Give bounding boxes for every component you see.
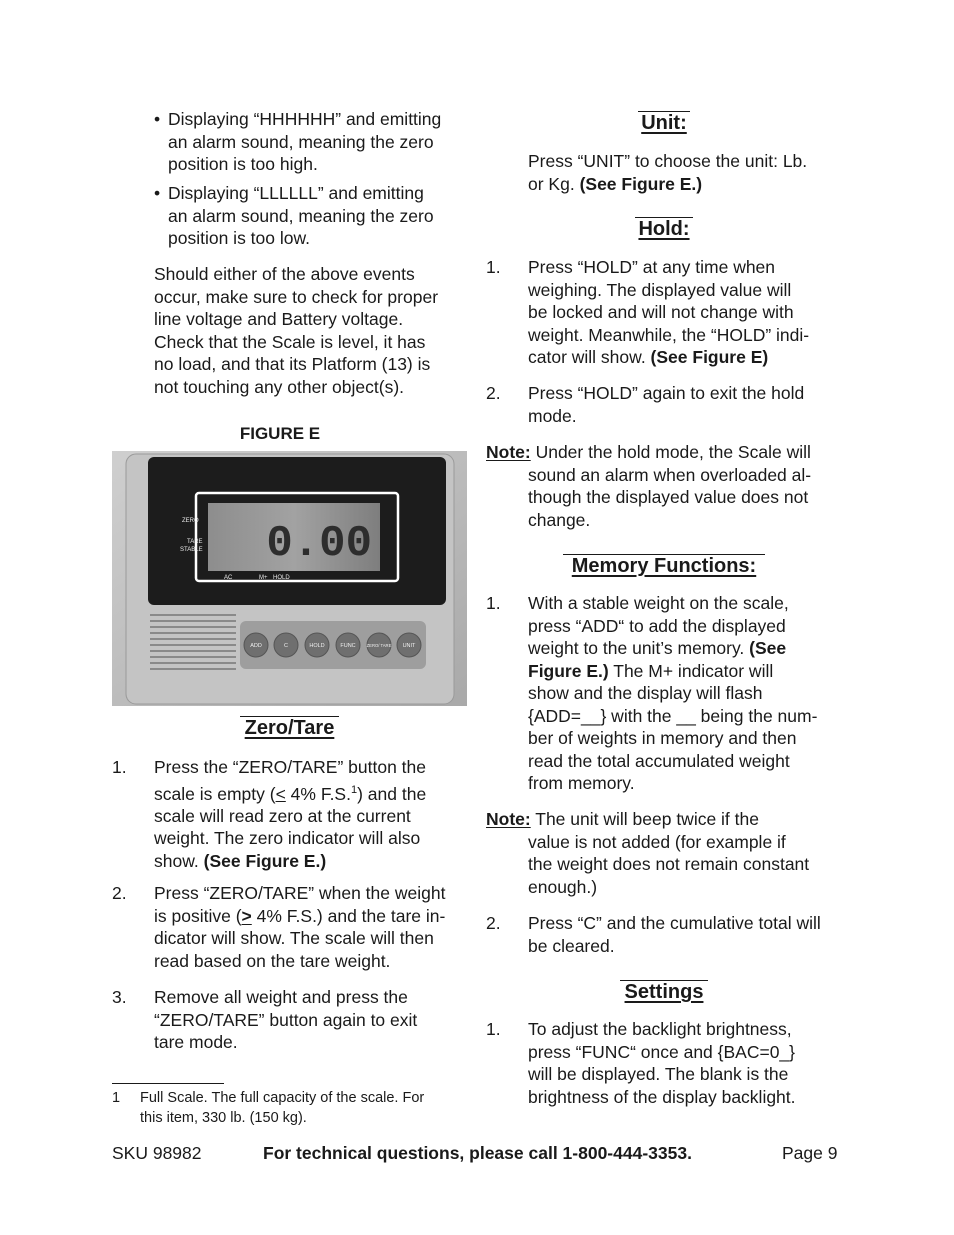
c-key-label: C bbox=[284, 643, 288, 649]
bullet-dot: • bbox=[154, 109, 161, 129]
scale-display-figure bbox=[112, 451, 467, 706]
unit-key-label: UNIT bbox=[402, 643, 416, 649]
stable-indicator-label: STABLE bbox=[180, 547, 203, 553]
tare-indicator-label: TARE bbox=[187, 539, 203, 545]
zero-indicator-label: ZERO bbox=[182, 518, 199, 524]
bullet-item: • Displaying “HHHHHH” and emitting an alarm sound, meaning the zero position is too high. bbox=[154, 109, 442, 174]
ac-indicator-label: AC bbox=[224, 575, 233, 581]
settings-heading: Settings bbox=[620, 980, 708, 1004]
zero-tare-key-label: ZERO/ TARE bbox=[366, 643, 392, 648]
footer-page-number: Page 9 bbox=[782, 1143, 838, 1163]
bullet-dot: • bbox=[154, 183, 161, 203]
mplus-indicator-label: M+ bbox=[259, 575, 268, 581]
memory-functions-heading: Memory Functions: bbox=[563, 554, 765, 578]
unit-paragraph: Press “UNIT” to choose the unit: Lb. or Kg. (See Figure E.) bbox=[528, 151, 808, 194]
hold-heading: Hold: bbox=[635, 217, 693, 241]
bullet-item: • Displaying “LLLLLL” and emitting an alarm sound, meaning the zero position is too low. bbox=[154, 183, 434, 248]
footnote-rule bbox=[112, 1083, 224, 1084]
footer-support-line: For technical questions, please call 1-800-444-3353. bbox=[263, 1143, 692, 1163]
footer-sku: SKU 98982 bbox=[112, 1143, 202, 1163]
zero-tare-heading: Zero/Tare bbox=[240, 716, 339, 740]
warning-paragraph: Should either of the above events occur, make sure to check for proper line voltage and Battery voltage. Check that the Scale is level, it has no load, and that its Platform (13) is not touching any other object(s). bbox=[154, 264, 439, 397]
hold-indicator-label: HOLD bbox=[273, 575, 290, 581]
lcd-value: 0.00 bbox=[266, 519, 372, 569]
hold-key-label: HOLD bbox=[309, 643, 325, 649]
func-key-label: FUNC bbox=[340, 643, 356, 649]
figure-caption: FIGURE E bbox=[239, 424, 321, 443]
add-key-label: ADD bbox=[250, 643, 262, 649]
unit-heading: Unit: bbox=[638, 111, 690, 135]
footnote-number: 1 bbox=[112, 1090, 121, 1106]
